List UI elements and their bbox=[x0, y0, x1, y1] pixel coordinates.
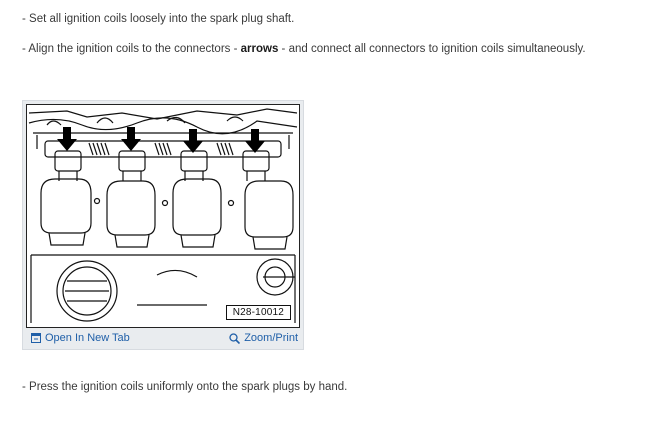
engine-line-drawing bbox=[27, 105, 299, 327]
step-bullet: - bbox=[22, 13, 30, 25]
step-text-after: - and connect all connectors to ignition coils simultaneously. bbox=[278, 43, 586, 55]
figure-container bbox=[22, 100, 304, 350]
open-in-new-tab-label: Open In New Tab bbox=[45, 332, 130, 344]
step-bold-term: arrows bbox=[240, 43, 279, 55]
zoom-print-link[interactable] bbox=[229, 332, 298, 344]
figure-toolbar bbox=[23, 327, 303, 349]
step-text-before: Align the ignition coils to the connectors - bbox=[28, 43, 241, 55]
step-bullet: - bbox=[22, 43, 29, 55]
ignition-coil-diagram bbox=[26, 104, 300, 328]
magnifier-icon bbox=[229, 333, 240, 344]
figure-code-label: N28-10012 bbox=[226, 305, 291, 320]
open-in-new-tab-link[interactable] bbox=[31, 332, 130, 344]
instruction-step-1 bbox=[22, 12, 294, 26]
instruction-step-2 bbox=[22, 42, 586, 56]
zoom-print-label: Zoom/Print bbox=[244, 332, 298, 344]
instruction-step-3 bbox=[22, 380, 347, 394]
step-bullet: - bbox=[22, 381, 30, 393]
step-text: Set all ignition coils loosely into the spark plug shaft. bbox=[29, 13, 295, 25]
open-tab-icon bbox=[31, 333, 41, 343]
step-text: Press the ignition coils uniformly onto the spark plugs by hand. bbox=[29, 381, 348, 393]
